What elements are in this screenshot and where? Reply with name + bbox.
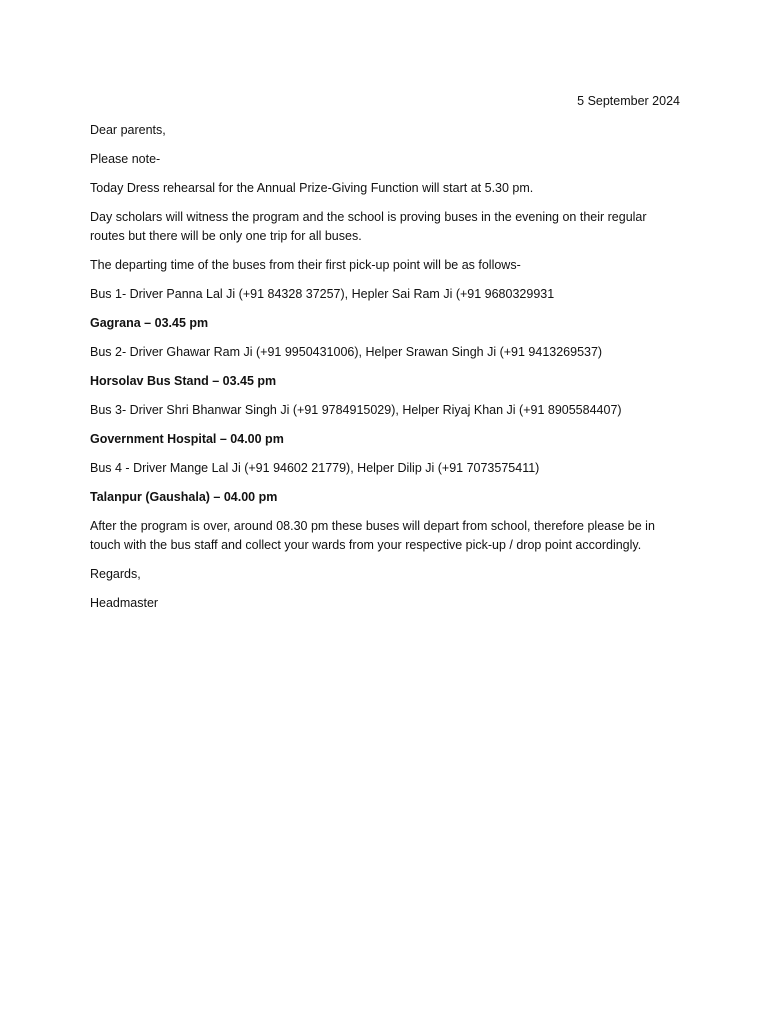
closing-paragraph: After the program is over, around 08.30 pm these buses will depart from school, therefore please be in touch with the bus staff and collect your wards from your respective pick-up / drop point accordingly.: [90, 519, 655, 552]
note-heading: Please note-: [90, 152, 161, 166]
bus-3-stop: Government Hospital – 04.00 pm: [90, 432, 284, 446]
regards: Regards,: [90, 567, 141, 581]
departing-intro: The departing time of the buses from their first pick-up point will be as follows-: [90, 258, 521, 272]
salutation: Dear parents,: [90, 123, 166, 137]
day-scholars-notice: Day scholars will witness the program and the school is proving buses in the evening on their regular routes but there will be only one trip for all buses.: [90, 210, 647, 243]
bus-4-stop: Talanpur (Gaushala) – 04.00 pm: [90, 490, 278, 504]
rehearsal-notice: Today Dress rehearsal for the Annual Prize-Giving Function will start at 5.30 pm.: [90, 181, 534, 195]
signature: Headmaster: [90, 596, 159, 610]
bus-2-details: Bus 2- Driver Ghawar Ram Ji (+91 9950431006), Helper Srawan Singh Ji (+91 9413269537): [90, 345, 603, 359]
bus-1-stop: Gagrana – 03.45 pm: [90, 316, 209, 330]
bus-1-details: Bus 1- Driver Panna Lal Ji (+91 84328 37257), Hepler Sai Ram Ji (+91 9680329931: [90, 287, 555, 301]
letter-page: [90, 92, 680, 623]
bus-2-stop: Horsolav Bus Stand – 03.45 pm: [90, 374, 277, 388]
letter-date: 5 September 2024: [577, 94, 680, 108]
bus-3-details: Bus 3- Driver Shri Bhanwar Singh Ji (+91 9784915029), Helper Riyaj Khan Ji (+91 8905584407): [90, 403, 622, 417]
bus-4-details: Bus 4 - Driver Mange Lal Ji (+91 94602 21779), Helper Dilip Ji (+91 7073575411): [90, 461, 540, 475]
